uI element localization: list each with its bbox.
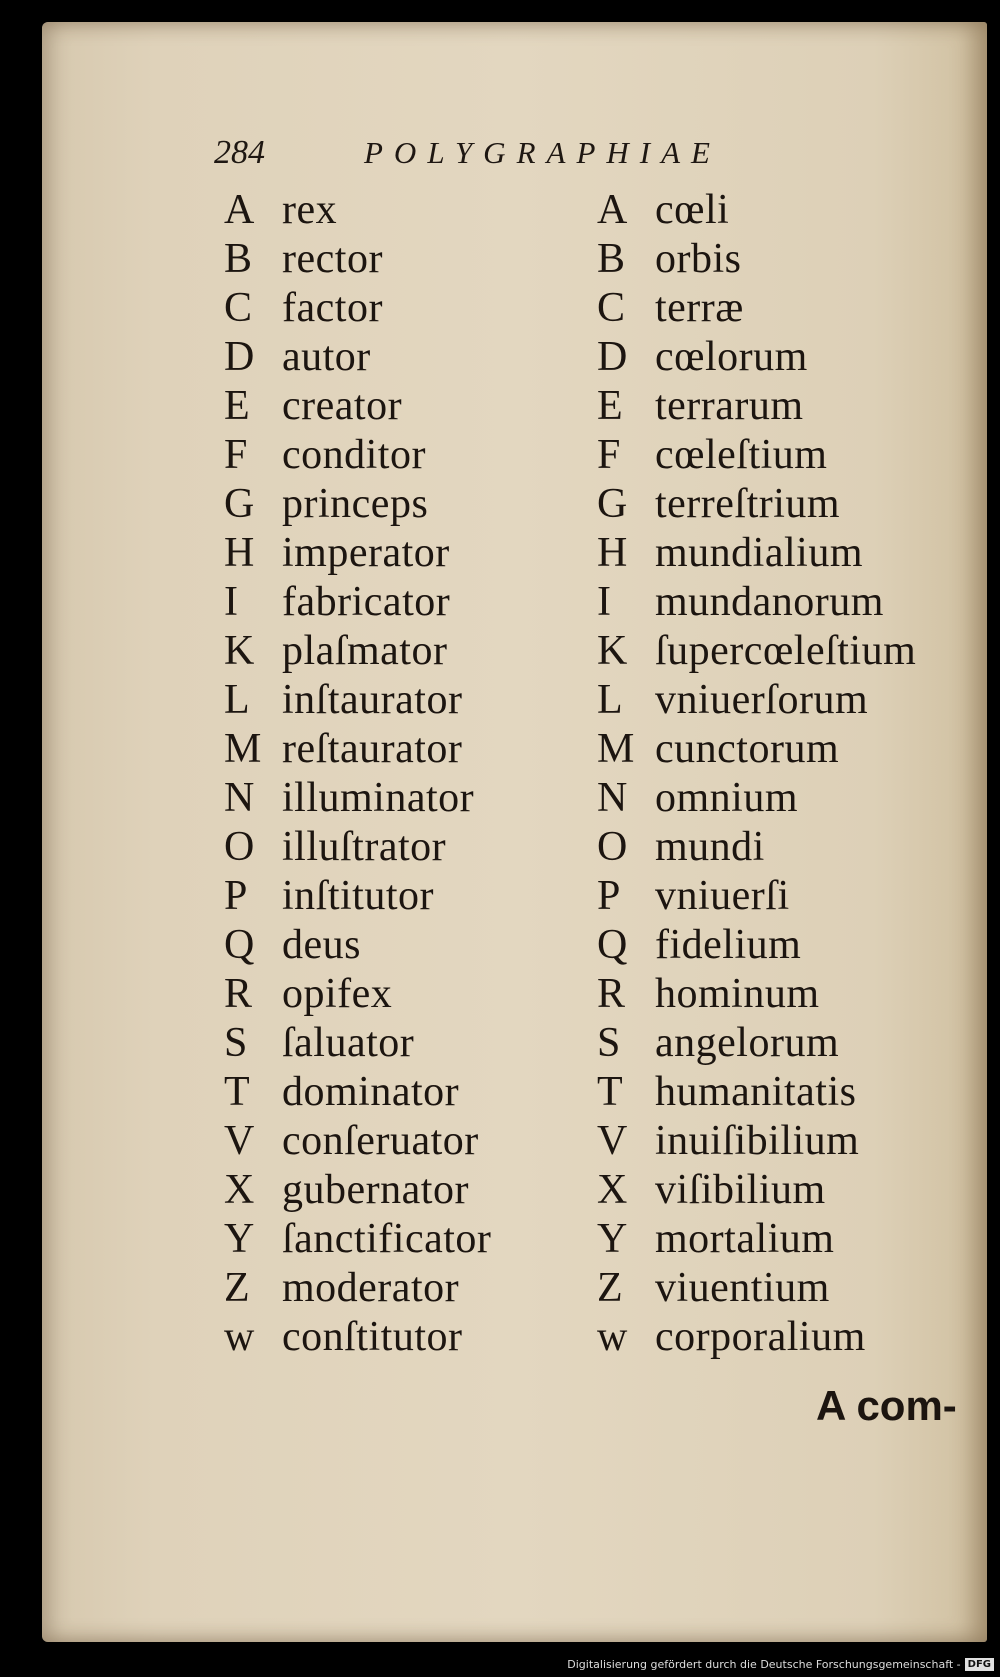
row-letter: N bbox=[224, 775, 255, 821]
table-row bbox=[224, 1068, 491, 1117]
row-word: gubernator bbox=[282, 1167, 469, 1213]
row-word: corporalium bbox=[655, 1314, 866, 1360]
table-row bbox=[224, 1166, 491, 1215]
row-word: moderator bbox=[282, 1265, 460, 1311]
row-word: fidelium bbox=[655, 922, 802, 968]
row-letter: Z bbox=[597, 1265, 623, 1311]
table-row bbox=[224, 1215, 491, 1264]
table-row bbox=[597, 921, 916, 970]
row-word: factor bbox=[282, 285, 383, 331]
table-row bbox=[224, 480, 491, 529]
table-row bbox=[597, 480, 916, 529]
row-letter: T bbox=[224, 1069, 250, 1115]
row-word: ſaluator bbox=[282, 1020, 415, 1066]
row-letter: S bbox=[597, 1020, 621, 1066]
table-row bbox=[224, 725, 491, 774]
row-letter: F bbox=[224, 432, 248, 478]
row-word: mundi bbox=[655, 824, 765, 870]
row-letter: T bbox=[597, 1069, 623, 1115]
row-letter: A bbox=[597, 187, 628, 233]
right-column bbox=[597, 186, 916, 1362]
table-row bbox=[597, 382, 916, 431]
row-letter: S bbox=[224, 1020, 248, 1066]
row-word: orbis bbox=[655, 236, 742, 282]
page-header bbox=[214, 134, 721, 172]
row-letter: H bbox=[597, 530, 628, 576]
running-title: POLYGRAPHIAE bbox=[364, 135, 721, 170]
table-row bbox=[224, 382, 491, 431]
row-letter: V bbox=[224, 1118, 255, 1164]
row-letter: Q bbox=[224, 922, 255, 968]
row-word: dominator bbox=[282, 1069, 460, 1115]
row-word: creator bbox=[282, 383, 403, 429]
footer-credit: Digitalisierung gefördert durch die Deutsche Forschungsgemeinschaft - bbox=[567, 1658, 961, 1671]
table-row bbox=[224, 333, 491, 382]
row-letter: V bbox=[597, 1118, 628, 1164]
row-letter: Y bbox=[597, 1216, 628, 1262]
row-word: conſtitutor bbox=[282, 1314, 463, 1360]
row-letter: C bbox=[224, 285, 253, 331]
row-letter: Y bbox=[224, 1216, 255, 1262]
row-letter: B bbox=[224, 236, 253, 282]
row-word: cœli bbox=[655, 187, 730, 233]
table-row bbox=[597, 1215, 916, 1264]
row-word: fabricator bbox=[282, 579, 451, 625]
table-row bbox=[224, 1117, 491, 1166]
row-word: viſibilium bbox=[655, 1167, 826, 1213]
row-word: vniuerſorum bbox=[655, 677, 869, 723]
table-row bbox=[224, 823, 491, 872]
row-letter: D bbox=[597, 334, 628, 380]
table-row bbox=[597, 235, 916, 284]
row-letter: M bbox=[597, 726, 635, 772]
row-word: mundanorum bbox=[655, 579, 884, 625]
table-row bbox=[224, 578, 491, 627]
table-row bbox=[597, 823, 916, 872]
row-word: cœleſtium bbox=[655, 432, 828, 478]
row-letter: Q bbox=[597, 922, 628, 968]
row-letter: K bbox=[224, 628, 255, 674]
row-letter: E bbox=[224, 383, 250, 429]
table-row bbox=[224, 431, 491, 480]
table-row bbox=[224, 1264, 491, 1313]
table-row bbox=[597, 1264, 916, 1313]
row-word: imperator bbox=[282, 530, 450, 576]
table-row bbox=[224, 676, 491, 725]
row-word: deus bbox=[282, 922, 361, 968]
row-word: opifex bbox=[282, 971, 393, 1017]
table-row bbox=[597, 676, 916, 725]
table-row bbox=[224, 235, 491, 284]
row-letter: E bbox=[597, 383, 623, 429]
row-letter: O bbox=[224, 824, 255, 870]
table-row bbox=[224, 627, 491, 676]
table-row bbox=[597, 725, 916, 774]
row-letter: X bbox=[597, 1167, 628, 1213]
table-row bbox=[224, 921, 491, 970]
table-row bbox=[224, 872, 491, 921]
row-word: terreſtrium bbox=[655, 481, 841, 527]
table-row bbox=[597, 578, 916, 627]
table-row bbox=[597, 1068, 916, 1117]
row-letter: K bbox=[597, 628, 628, 674]
row-letter: B bbox=[597, 236, 626, 282]
row-letter: D bbox=[224, 334, 255, 380]
row-letter: P bbox=[597, 873, 621, 919]
row-word: ſupercœleſtium bbox=[655, 628, 917, 674]
row-letter: R bbox=[597, 971, 626, 1017]
table-row bbox=[224, 970, 491, 1019]
table-row bbox=[597, 1117, 916, 1166]
row-letter: H bbox=[224, 530, 255, 576]
row-word: cœlorum bbox=[655, 334, 808, 380]
table-row bbox=[597, 186, 916, 235]
row-letter: F bbox=[597, 432, 621, 478]
row-word: reſtaurator bbox=[282, 726, 463, 772]
row-letter: I bbox=[224, 579, 238, 625]
row-word: vniuerſi bbox=[655, 873, 790, 919]
row-letter: Z bbox=[224, 1265, 250, 1311]
row-word: terrarum bbox=[655, 383, 804, 429]
table-row bbox=[597, 529, 916, 578]
row-letter: N bbox=[597, 775, 628, 821]
row-word: mortalium bbox=[655, 1216, 835, 1262]
table-row bbox=[597, 284, 916, 333]
row-word: mundialium bbox=[655, 530, 863, 576]
row-letter: O bbox=[597, 824, 628, 870]
table-row bbox=[224, 284, 491, 333]
row-word: autor bbox=[282, 334, 371, 380]
row-word: terræ bbox=[655, 285, 744, 331]
digitization-footer bbox=[567, 1658, 994, 1671]
table-row bbox=[224, 1019, 491, 1068]
table-row bbox=[597, 627, 916, 676]
row-letter: w bbox=[597, 1314, 628, 1360]
table-row bbox=[224, 774, 491, 823]
table-row bbox=[597, 431, 916, 480]
table-row bbox=[597, 333, 916, 382]
page-number: 284 bbox=[214, 134, 265, 171]
table-row bbox=[597, 1313, 916, 1362]
book-page bbox=[42, 22, 987, 1642]
row-letter: G bbox=[224, 481, 255, 527]
row-word: inſtitutor bbox=[282, 873, 434, 919]
row-letter: X bbox=[224, 1167, 255, 1213]
row-word: cunctorum bbox=[655, 726, 840, 772]
table-row bbox=[224, 186, 491, 235]
row-letter: A bbox=[224, 187, 255, 233]
row-word: humanitatis bbox=[655, 1069, 857, 1115]
row-letter: C bbox=[597, 285, 626, 331]
dfg-logo: DFG bbox=[965, 1658, 994, 1671]
row-word: rector bbox=[282, 236, 383, 282]
row-letter: P bbox=[224, 873, 248, 919]
row-word: viuentium bbox=[655, 1265, 830, 1311]
row-letter: L bbox=[597, 677, 623, 723]
row-word: hominum bbox=[655, 971, 820, 1017]
row-word: princeps bbox=[282, 481, 429, 527]
row-letter: I bbox=[597, 579, 611, 625]
row-letter: M bbox=[224, 726, 262, 772]
row-word: omnium bbox=[655, 775, 799, 821]
row-word: rex bbox=[282, 187, 338, 233]
row-word: illuſtrator bbox=[282, 824, 447, 870]
row-letter: R bbox=[224, 971, 253, 1017]
row-word: conſeruator bbox=[282, 1118, 479, 1164]
row-word: inſtaurator bbox=[282, 677, 463, 723]
row-letter: w bbox=[224, 1314, 255, 1360]
row-word: conditor bbox=[282, 432, 426, 478]
row-word: angelorum bbox=[655, 1020, 840, 1066]
catchword: A com- bbox=[816, 1382, 957, 1429]
row-letter: L bbox=[224, 677, 250, 723]
table-row bbox=[224, 529, 491, 578]
table-row bbox=[597, 1166, 916, 1215]
row-letter: G bbox=[597, 481, 628, 527]
row-word: illuminator bbox=[282, 775, 475, 821]
table-row bbox=[597, 970, 916, 1019]
table-row bbox=[597, 774, 916, 823]
row-word: inuiſibilium bbox=[655, 1118, 860, 1164]
table-row bbox=[597, 1019, 916, 1068]
table-row bbox=[597, 872, 916, 921]
table-row bbox=[224, 1313, 491, 1362]
row-word: plaſmator bbox=[282, 628, 448, 674]
left-column bbox=[224, 186, 491, 1362]
row-word: ſanctificator bbox=[282, 1216, 492, 1262]
